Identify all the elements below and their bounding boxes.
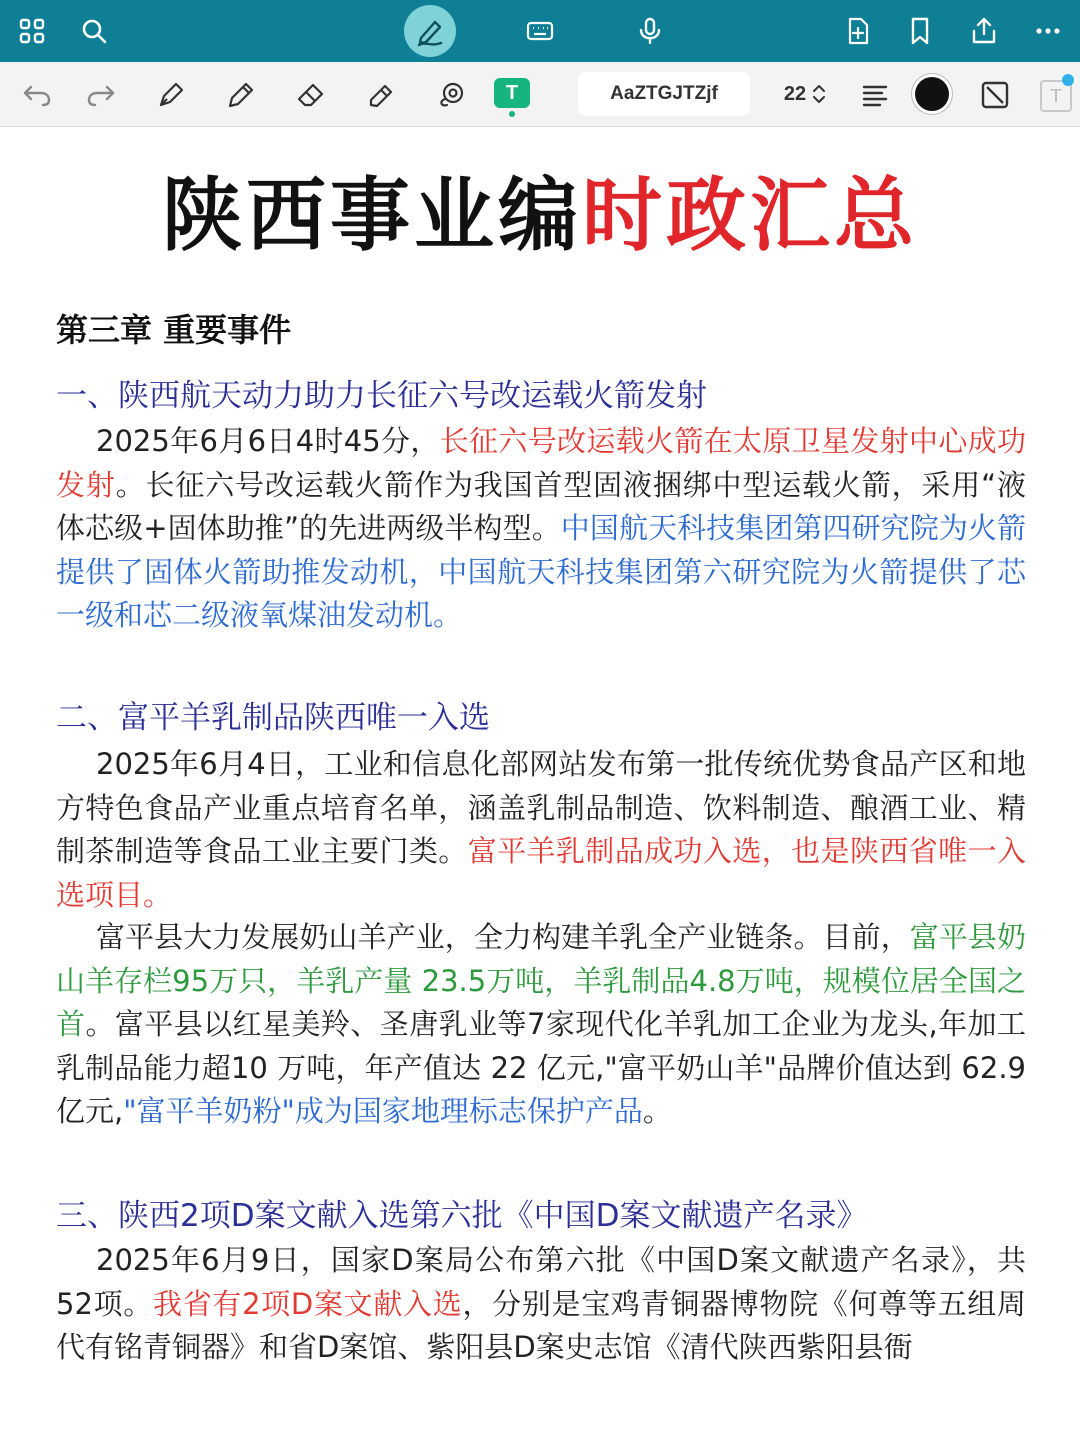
section-heading-2: 二、富平羊乳制品陕西唯一入选 xyxy=(56,700,490,736)
lasso-icon[interactable] xyxy=(432,76,470,114)
redo-icon[interactable] xyxy=(82,76,120,114)
text-run: ，分别是宝鸡青铜器博物院《何尊等五组周代有铭青铜器》和省D案馆、紫阳县D案史志馆《清代陕西紫阳县衙 xyxy=(56,1286,1026,1364)
text-run: 2025年6月4日，工业和信息化部网站发布第一批传统优势食品产区和地方特色食品产业重点培育名单，涵盖乳制品制造、饮料制造、酿酒工业、精制茶制造等食品工业主要门类。 xyxy=(56,747,1026,868)
add-page-icon[interactable] xyxy=(838,11,878,51)
highlight-blue: 中国航天科技集团第四研究院为火箭提供了固体火箭助推发动机，中国航天科技集团第六研究院为火箭提供了芯一级和芯二级液氧煤油发动机。 xyxy=(56,511,1026,632)
highlight-green: 富平县奶山羊存栏95万只，羊乳产量 23.5万吨，羊乳制品4.8万吨，规模位居全国之首 xyxy=(56,920,1026,1041)
section-3-paragraph xyxy=(56,1239,1026,1370)
fountain-pen-icon[interactable] xyxy=(152,76,190,114)
highlight-red: 我省有2项D案文献入选 xyxy=(153,1286,463,1321)
text-run: 。长征六号改运载火箭作为我国首型固液捆绑中型运载火箭，采用“液体芯级+固体助推”的先进两级半构型。 xyxy=(56,467,1026,545)
highlight-blue: "富平羊奶粉"成为国家地理标志保护产品 xyxy=(123,1094,643,1128)
shape-icon[interactable] xyxy=(976,76,1014,114)
font-size-value: 22 xyxy=(783,82,807,105)
grid-icon[interactable] xyxy=(12,11,52,51)
bookmark-icon[interactable] xyxy=(900,11,940,51)
font-preview[interactable]: AaZTGJTZjf xyxy=(578,72,750,116)
highlight-red: 长征六号改运载火箭在太原卫星发射中心成功发射 xyxy=(56,424,1026,502)
page-title xyxy=(0,168,1080,264)
chapter-heading: 第三章 重要事件 xyxy=(56,311,292,349)
textbox-icon[interactable]: T xyxy=(1040,80,1072,112)
active-tool-indicator xyxy=(509,111,515,117)
text-run: 2025年6月6日4时45分， xyxy=(96,424,440,458)
pencil-icon[interactable] xyxy=(222,76,260,114)
text-run: 。富平县以红星美羚、圣唐乳业等7家现代化羊乳加工企业为龙头,年加工乳制品能力超10 万吨，年产值达 22 亿元,"富平奶山羊"品牌价值达到 62.9亿元, xyxy=(56,1007,1026,1128)
highlight-red: 富平羊乳制品成功入选，也是陕西省唯一入选项目。 xyxy=(56,834,1026,912)
section-2-paragraph-1 xyxy=(56,743,1026,917)
keyboard-icon[interactable] xyxy=(520,11,560,51)
title-red-part: 时政汇总 xyxy=(582,169,918,262)
section-heading-3: 三、陕西2项D案文献入选第六批《中国D案文献遗产名录》 xyxy=(56,1198,868,1234)
notification-dot xyxy=(1062,74,1074,86)
top-app-bar xyxy=(0,0,1080,62)
font-size-stepper[interactable] xyxy=(770,72,840,116)
section-1-paragraph xyxy=(56,420,1026,638)
section-heading-1: 一、陕西航天动力助力长征六号改运载火箭发射 xyxy=(56,378,707,414)
text-run: 。 xyxy=(642,1094,672,1128)
undo-icon[interactable] xyxy=(18,76,56,114)
microphone-icon[interactable] xyxy=(630,11,670,51)
text-tool-icon[interactable]: T xyxy=(494,78,530,108)
text-run: 2025年6月9日，国家D案局公布第六批《中国D案文献遗产名录》，共52项。 xyxy=(56,1243,1026,1321)
title-black-part: 陕西事业编 xyxy=(162,169,582,262)
more-icon[interactable] xyxy=(1028,11,1068,51)
color-icon[interactable] xyxy=(915,77,949,111)
section-2-paragraph-2 xyxy=(56,916,1026,1134)
eraser-icon[interactable] xyxy=(292,76,330,114)
align-icon[interactable] xyxy=(856,76,894,114)
stepper-icon xyxy=(812,84,826,104)
highlighter-icon[interactable] xyxy=(362,76,400,114)
text-run: 富平县大力发展奶山羊产业，全力构建羊乳全产业链条。目前， xyxy=(96,920,910,954)
pen-mode-icon[interactable] xyxy=(404,5,456,57)
search-icon[interactable] xyxy=(74,11,114,51)
share-icon[interactable] xyxy=(964,11,1004,51)
